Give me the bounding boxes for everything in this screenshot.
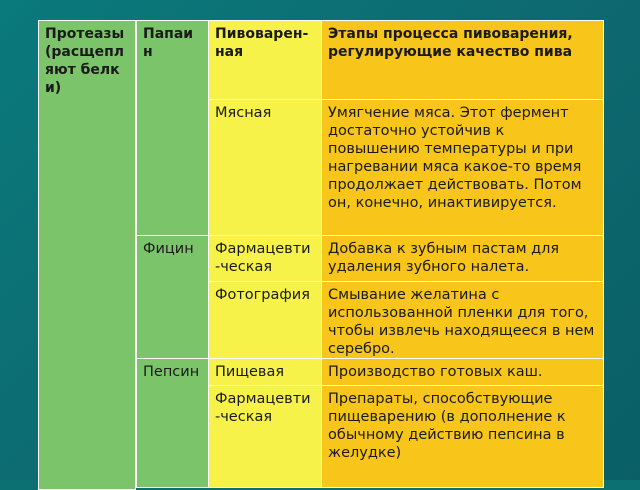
cell-ficin bbox=[136, 235, 209, 359]
cell-pharma1 bbox=[208, 235, 322, 282]
proteases-label: Протеазы (расщепляют белки) bbox=[45, 26, 125, 96]
pharma2-label: Фармацевти-ческая bbox=[215, 391, 311, 425]
cell-brewing bbox=[208, 20, 322, 100]
pharma1-label: Фармацевти-ческая bbox=[215, 241, 311, 275]
papain-label: Папаин bbox=[143, 26, 194, 60]
pharma2-desc: Препараты, способствующие пищеварению (в дополнение к обычному действию пепсина в желудке) bbox=[328, 391, 566, 461]
cell-food-desc bbox=[321, 358, 604, 386]
cell-meat-desc bbox=[321, 99, 604, 236]
food-label: Пищевая bbox=[215, 364, 285, 380]
pharma1-desc: Добавка к зубным пастам для удаления зубного налета. bbox=[328, 241, 560, 275]
cell-pharma2-desc bbox=[321, 385, 604, 488]
cell-pharma1-desc bbox=[321, 235, 604, 282]
cell-food bbox=[208, 358, 322, 386]
meat-label: Мясная bbox=[215, 105, 272, 121]
cell-brewing-desc bbox=[321, 20, 604, 100]
brewing-desc: Этапы процесса пивоварения, регулирующие качество пива bbox=[328, 26, 573, 60]
cell-meat bbox=[208, 99, 322, 236]
photo-desc: Смывание желатина с использованной пленки для того, чтобы извлечь находящееся в нем серебро. bbox=[328, 287, 595, 357]
pepsin-label: Пепсин bbox=[143, 364, 200, 380]
cell-pharma2 bbox=[208, 385, 322, 488]
cell-photo-desc bbox=[321, 281, 604, 359]
photo-label: Фотография bbox=[215, 287, 310, 303]
food-desc: Производство готовых каш. bbox=[328, 364, 543, 380]
cell-proteases bbox=[38, 20, 136, 490]
ficin-label: Фицин bbox=[143, 241, 194, 257]
brewing-label: Пивоварен-ная bbox=[215, 26, 309, 60]
cell-papain bbox=[136, 20, 209, 236]
cell-pepsin bbox=[136, 358, 209, 488]
meat-desc: Умягчение мяса. Этот фермент достаточно устойчив к повышению температуры и при нагревании мяса какое-то время продолжает действовать. Потом он, конечно, инактивируется. bbox=[328, 105, 582, 211]
cell-photo bbox=[208, 281, 322, 359]
